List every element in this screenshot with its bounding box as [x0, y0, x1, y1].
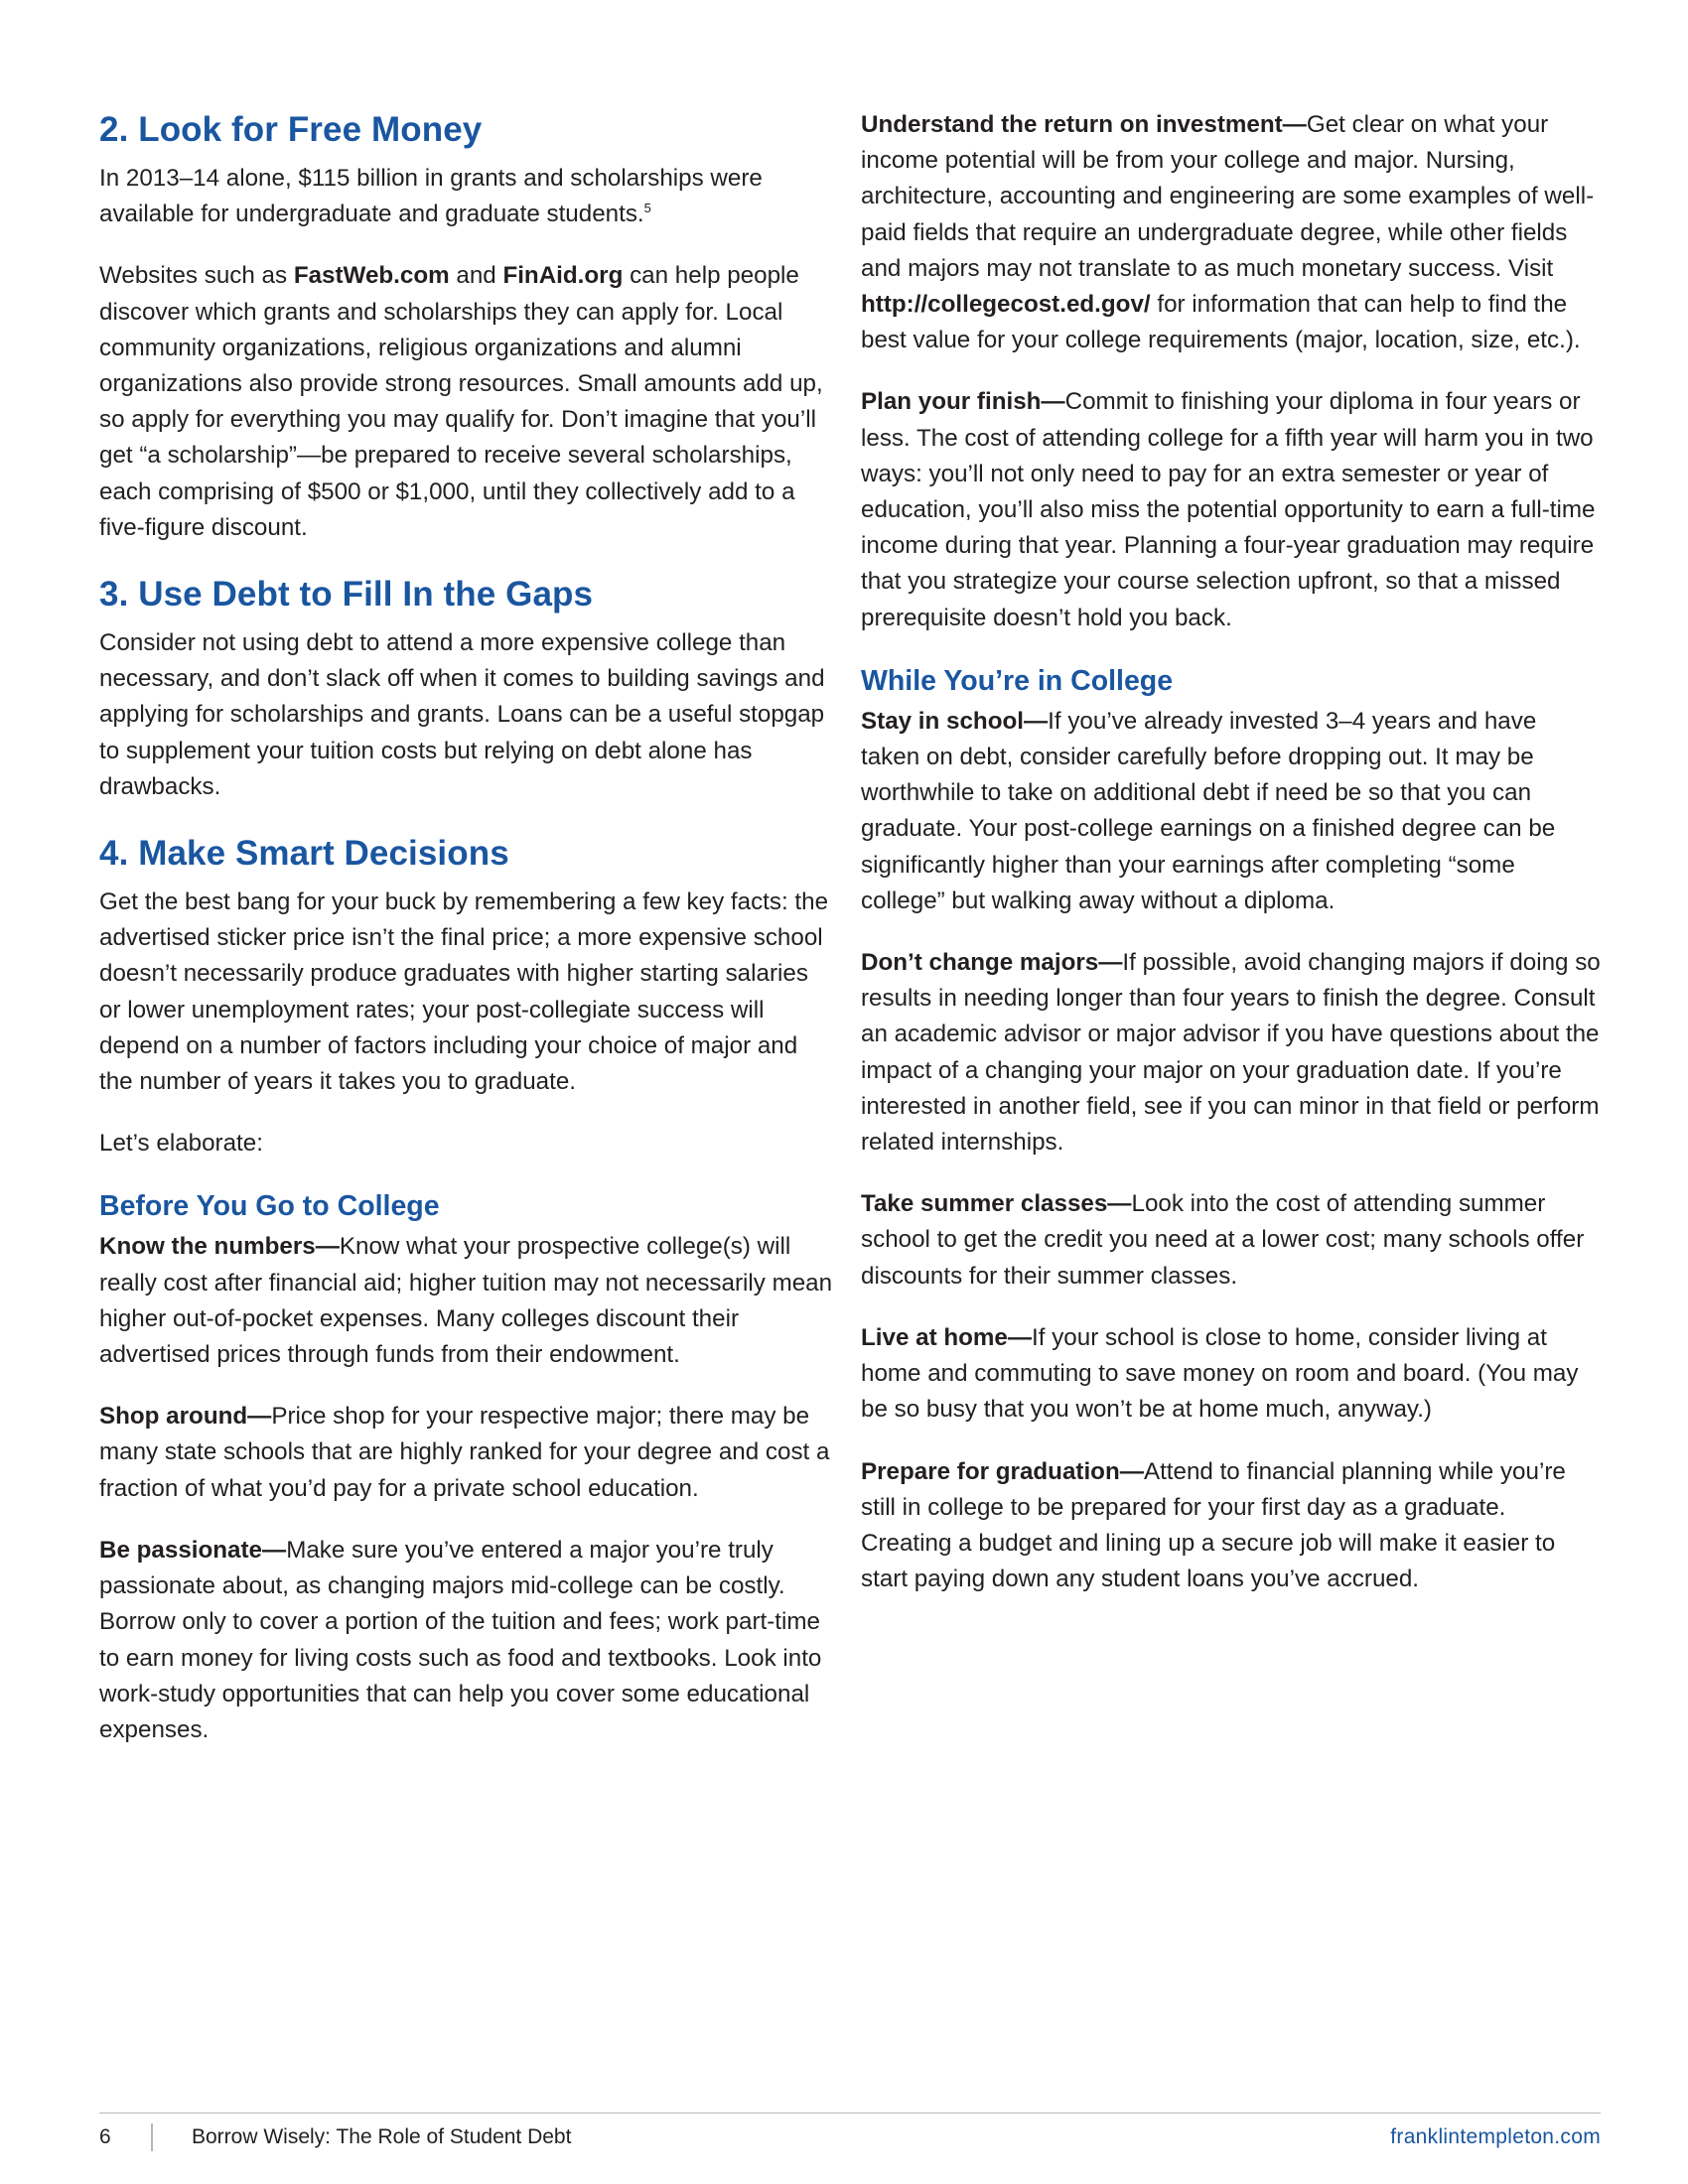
tip-return-on-investment: Understand the return on investment—Get clear on what your income potential will be from your college and major. Nursing, architecture, accounting and engineering are some examples of well-paid fields that require an undergraduate degree, while other fields and majors may not translate to as much monetary success. Visit http://collegecost.ed.gov/ for information that can help to find the best value for your college requirements (major, location, size, etc.). [861, 111, 1595, 354]
footer-divider [151, 2123, 153, 2151]
section-heading-use-debt: 3. Use Debt to Fill In the Gaps [99, 575, 594, 614]
collegecost-link[interactable]: http://collegecost.ed.gov/ [861, 291, 1151, 319]
fastweb-name: FastWeb.com [293, 262, 450, 290]
tip-summer-classes: Take summer classes—Look into the cost of attending summer school to get the credit you need at a lower cost; many schools offer discounts for their summer classes. [861, 1190, 1585, 1290]
tip-dont-change-majors: Don’t change majors—If possible, avoid changing majors if doing so results in needing longer than four years to finish the degree. Consult an academic advisor or major advisor if you have questions about the impact of a changing your major on your graduation date. If you’re interested in another field, see if you can minor in that field or perform related internships. [861, 949, 1601, 1157]
paragraph-key-facts: Get the best bang for your buck by remembering a few key facts: the advertised sticker price isn’t the final price; a more expensive school doesn’t necessarily produce graduates with higher starting salaries or lower unemployment rates; your post-collegiate success will depend on a number of factors including your choice of major and the number of years it takes you to graduate. [99, 888, 829, 1096]
tip-prepare-graduation: Prepare for graduation—Attend to financial planning while you’re still in college to be prepared for your first day as a graduate. Creating a budget and lining up a secure job will make it easier to start paying down any student loans you’ve accrued. [861, 1457, 1566, 1593]
tip-know-numbers: Know the numbers—Know what your prospective college(s) will really cost after financial aid; higher tuition may not necessarily mean higher out-of-pocket expenses. Many colleges discount their advertised prices through funds from their endowment. [99, 1233, 833, 1369]
footnote-ref: 5 [643, 201, 651, 216]
subheading-while-in-college: While You’re in College [861, 664, 1174, 697]
subheading-before-college: Before You Go to College [99, 1190, 440, 1223]
paragraph-websites: Websites such as FastWeb.com and FinAid.org can help people discover which grants and scholarships they can apply for. Local community organizations, religious organizations and alumni organizations also provide strong resources. Small amounts add up, so apply for everything you may qualify for. Don’t imagine that you’ll get “a scholarship”—be prepared to receive several scholarships, each comprising of $500 or $1,000, until they collectively add to a five-figure discount. [99, 262, 823, 541]
paragraph-use-debt: Consider not using debt to attend a more expensive college than necessary, and don’t slack off when it comes to building savings and applying for scholarships and grants. Loans can be a useful stopgap to supplement your tuition costs but relying on debt alone has drawbacks. [99, 629, 825, 800]
page-footer [99, 2113, 1601, 2165]
section-heading-smart-decisions: 4. Make Smart Decisions [99, 834, 509, 874]
page-number: 6 [99, 2125, 111, 2148]
tip-plan-finish: Plan your finish—Commit to finishing your diploma in four years or less. The cost of attending college for a fifth year will harm you in two ways: you’ll not only need to pay for an extra semester or year of education, you’ll also miss the potential opportunity to earn a full-time income during that year. Planning a four-year graduation may require that you strategize your course selection upfront, so that a missed prerequisite doesn’t hold you back. [861, 388, 1596, 631]
paragraph-grants-total: In 2013–14 alone, $115 billion in grants and scholarships were available for undergraduate and graduate students.$^5$ [99, 165, 763, 228]
tip-be-passionate: Be passionate—Make sure you’ve entered a major you’re truly passionate about, as changing majors mid-college can be costly. Borrow only to cover a portion of the tuition and fees; work part-time to earn money for living costs such as food and textbooks. Look into work-study opportunities that can help you cover some educational expenses. [99, 1536, 822, 1743]
paragraph-elaborate: Let’s elaborate: [99, 1130, 263, 1158]
tip-stay-in-school: Stay in school—If you’ve already invested 3–4 years and have taken on debt, consider carefully before dropping out. It may be worthwhile to take on additional debt if need be so that you can graduate. Your post-college earnings on a finished degree can be significantly higher than your earnings after completing “some college” but walking away without a diploma. [861, 707, 1556, 914]
finaid-name: FinAid.org [502, 262, 624, 290]
right-column [861, 107, 1601, 1623]
section-heading-free-money: 2. Look for Free Money [99, 110, 483, 149]
document-title: Borrow Wisely: The Role of Student Debt [192, 2125, 572, 2148]
tip-live-at-home: Live at home—If your school is close to home, consider living at home and commuting to save money on room and board. (You may be so busy that you won’t be at home much, anyway.) [861, 1323, 1579, 1424]
website-link[interactable]: franklintempleton.com [1390, 2125, 1601, 2148]
left-column [99, 107, 836, 1774]
tip-shop-around: Shop around—Price shop for your respective major; there may be many state schools that are highly ranked for your degree and cost a fraction of what you’d pay for a private school education. [99, 1403, 830, 1502]
